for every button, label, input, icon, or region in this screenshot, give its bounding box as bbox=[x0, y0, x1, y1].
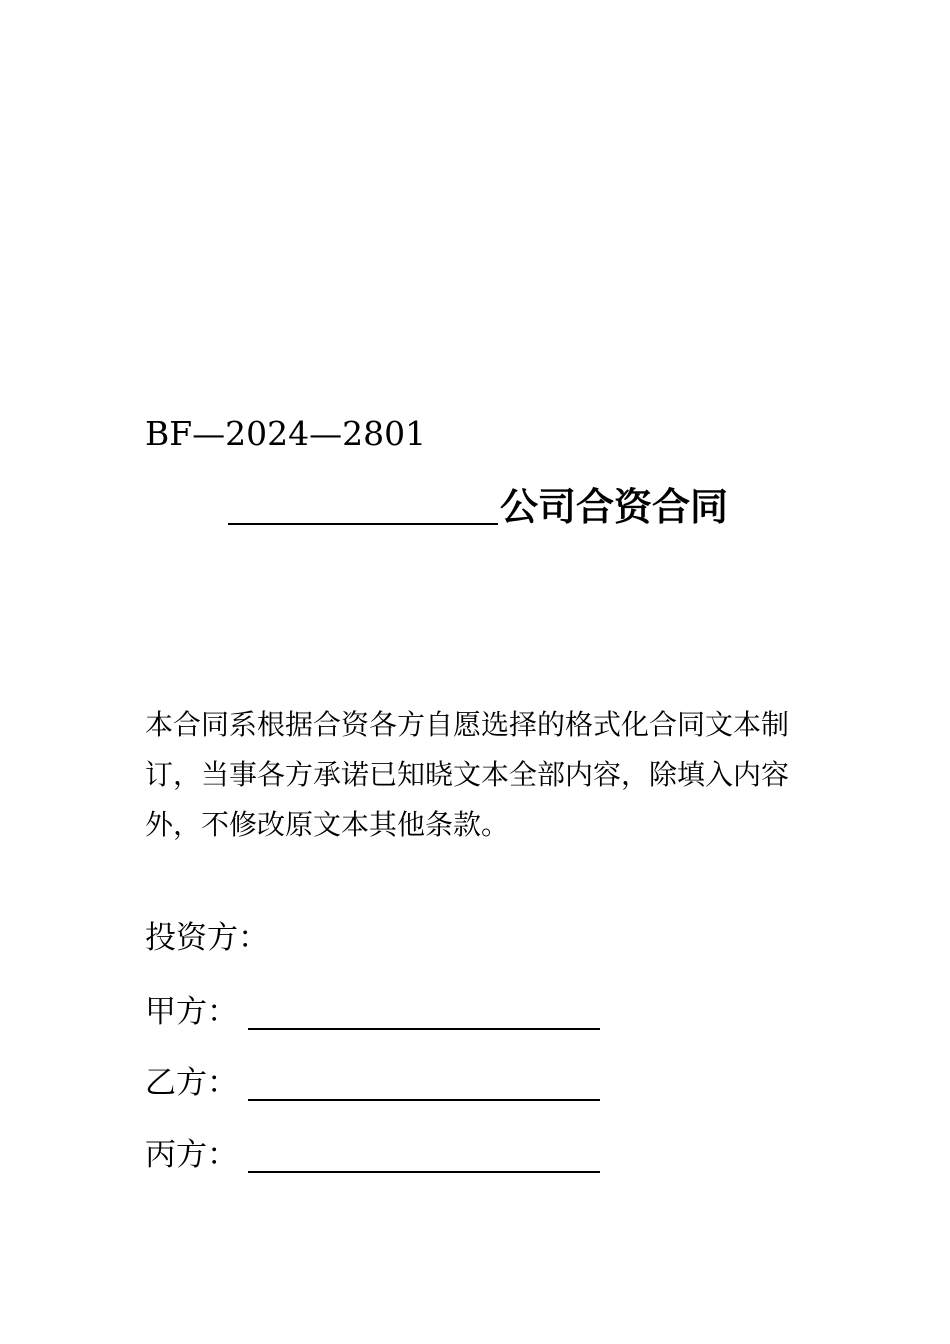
party-name-blank-a bbox=[248, 1028, 600, 1030]
investors-label: 投资方： bbox=[145, 920, 269, 956]
party-row-a bbox=[145, 990, 600, 1034]
party-name-blank-c bbox=[248, 1171, 600, 1173]
party-row-c bbox=[145, 1133, 600, 1177]
party-name-blank-b bbox=[248, 1099, 600, 1101]
party-label-a: 甲方： bbox=[145, 994, 238, 1030]
title-text: 公司合资合同 bbox=[500, 485, 729, 529]
party-label-b: 乙方： bbox=[145, 1065, 238, 1101]
document-title bbox=[228, 483, 728, 529]
contract-notice: 本合同系根据合资各方自愿选择的格式化合同文本制订，当事各方承诺已知晓文本全部内容，除填入内容外，不修改原文本其他条款。 bbox=[145, 708, 790, 841]
party-label-c: 丙方： bbox=[145, 1137, 238, 1173]
company-name-blank bbox=[228, 523, 498, 525]
document-code: BF—2024—2801 bbox=[145, 414, 427, 453]
party-row-b bbox=[145, 1061, 600, 1105]
